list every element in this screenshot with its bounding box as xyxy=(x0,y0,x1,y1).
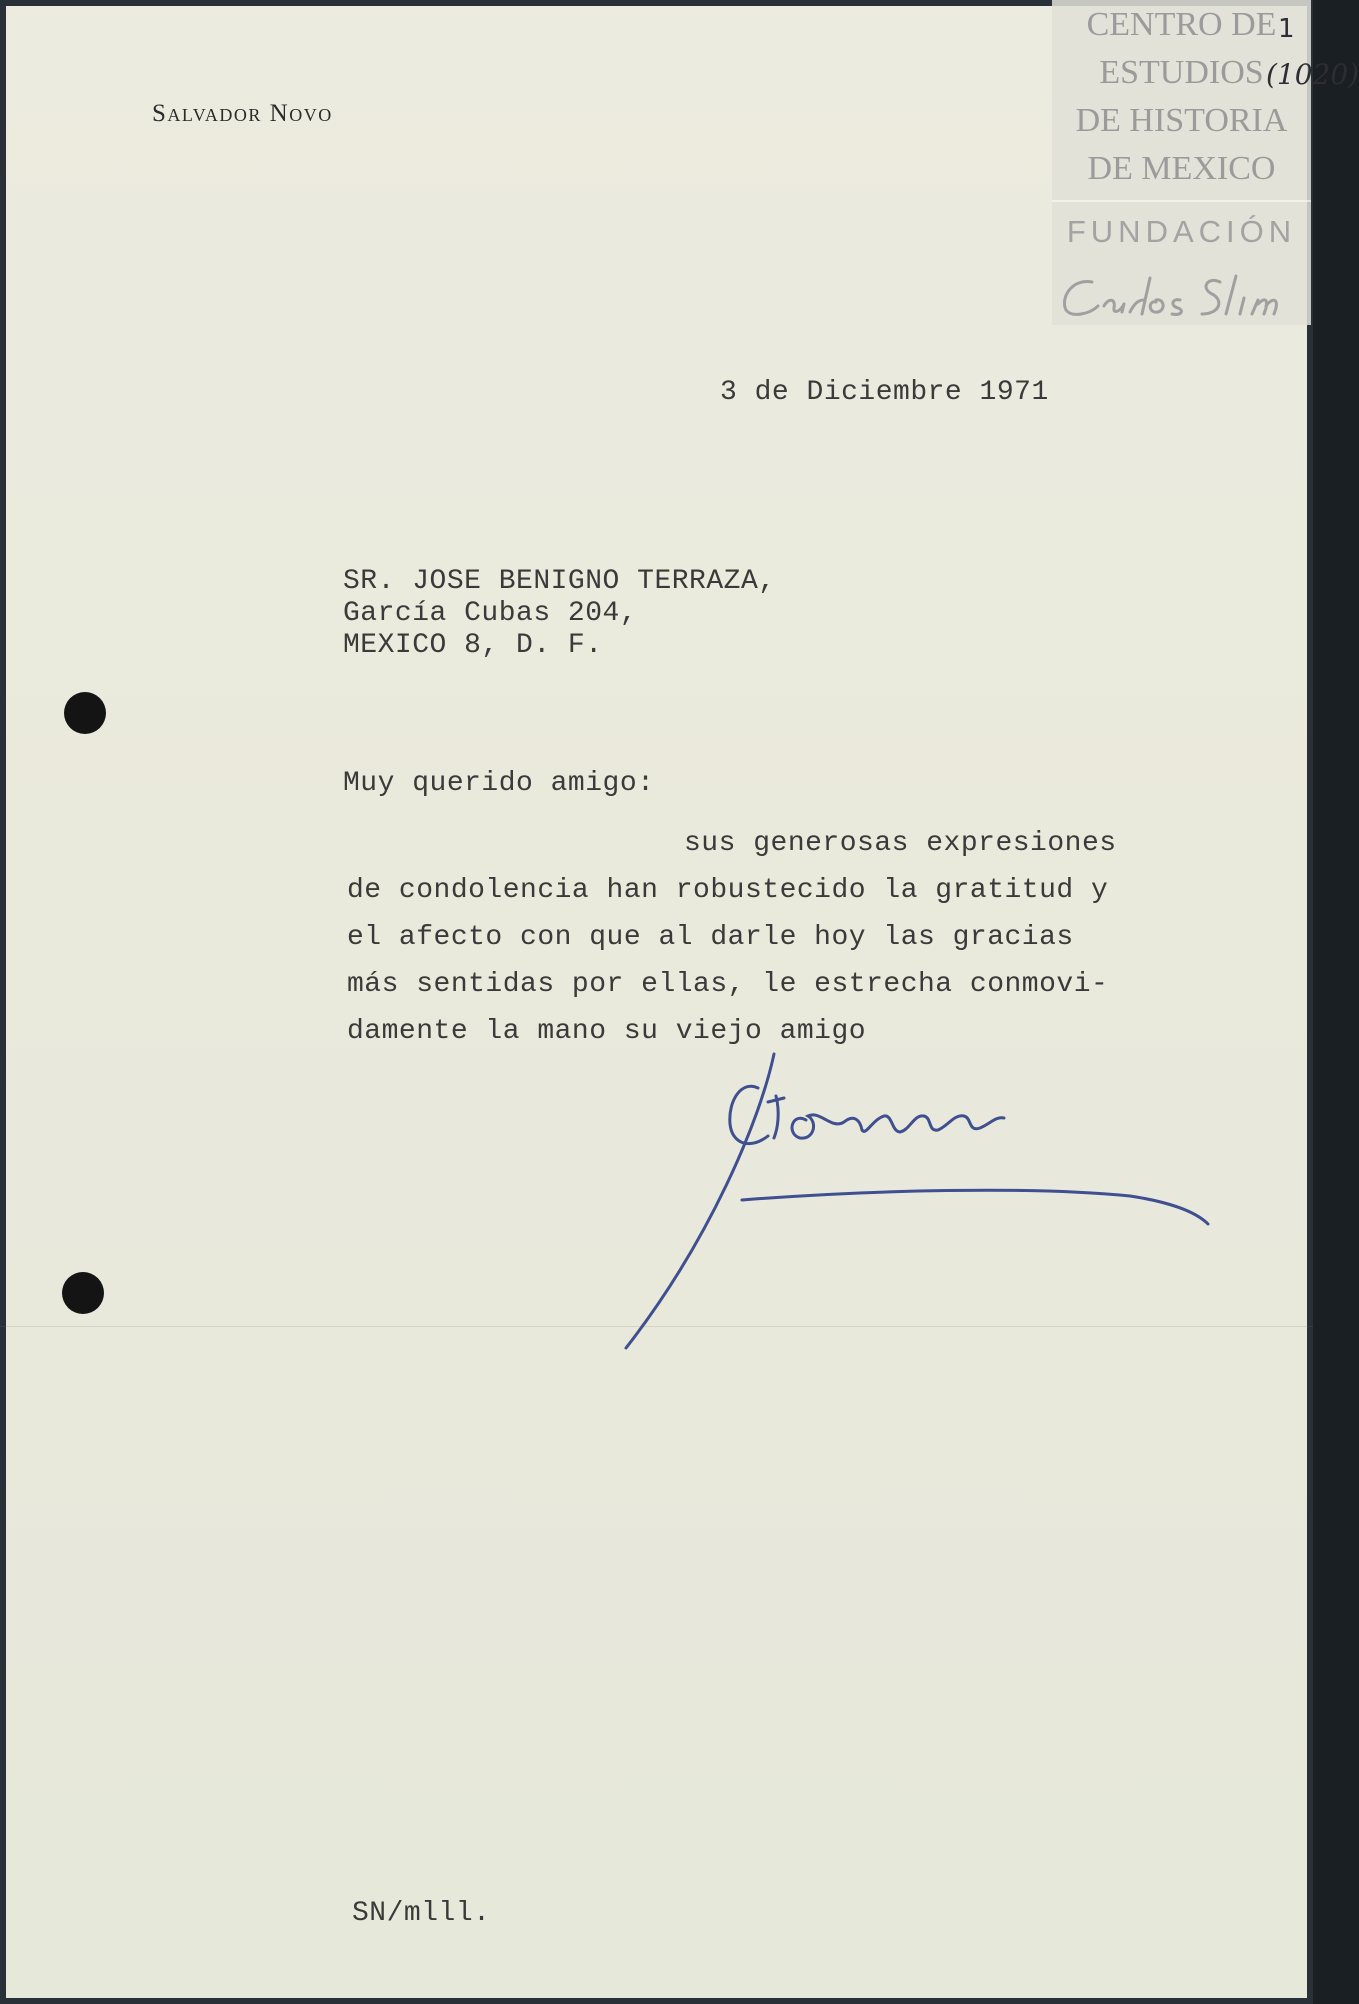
carlos-slim-signature-logo xyxy=(1052,268,1311,324)
salutation: Muy querido amigo: xyxy=(343,768,655,799)
letter-date: 3 de Diciembre 1971 xyxy=(720,377,1049,408)
folio-number: 1 xyxy=(1278,14,1295,44)
handwritten-signature xyxy=(610,1040,1220,1360)
body-line-2: de condolencia han robustecido la gratitud y xyxy=(347,875,1109,906)
recipient-street: García Cubas 204, xyxy=(343,598,638,629)
reference-initials: SN/mlll. xyxy=(352,1898,491,1929)
stamp-line-3: DE HISTORIA xyxy=(1075,102,1288,139)
body-line-3: el afecto con que al darle hoy las gracias xyxy=(347,922,1074,953)
stamp-foundation: FUNDACIÓN xyxy=(1066,214,1297,249)
body-line-4: más sentidas por ellas, le estrecha conmovi- xyxy=(347,969,1109,1000)
archive-code: (1020) xyxy=(1266,58,1359,91)
punch-hole-top xyxy=(64,692,106,734)
punch-hole-bottom xyxy=(62,1272,104,1314)
archive-stamp-top xyxy=(1052,0,1311,202)
body-line-1: sus generosas expresiones xyxy=(684,828,1117,859)
recipient-name: SR. JOSE BENIGNO TERRAZA, xyxy=(343,566,776,597)
stamp-line-1: CENTRO DE xyxy=(1086,6,1277,43)
stamp-line-2: ESTUDIOS xyxy=(1099,54,1264,91)
letterhead: Salvador Novo xyxy=(152,100,333,127)
archive-stamp xyxy=(1052,0,1311,325)
stamp-line-4: DE MEXICO xyxy=(1087,150,1276,187)
body-line-5: damente la mano su viejo amigo xyxy=(347,1016,867,1047)
recipient-city: MEXICO 8, D. F. xyxy=(343,630,603,661)
